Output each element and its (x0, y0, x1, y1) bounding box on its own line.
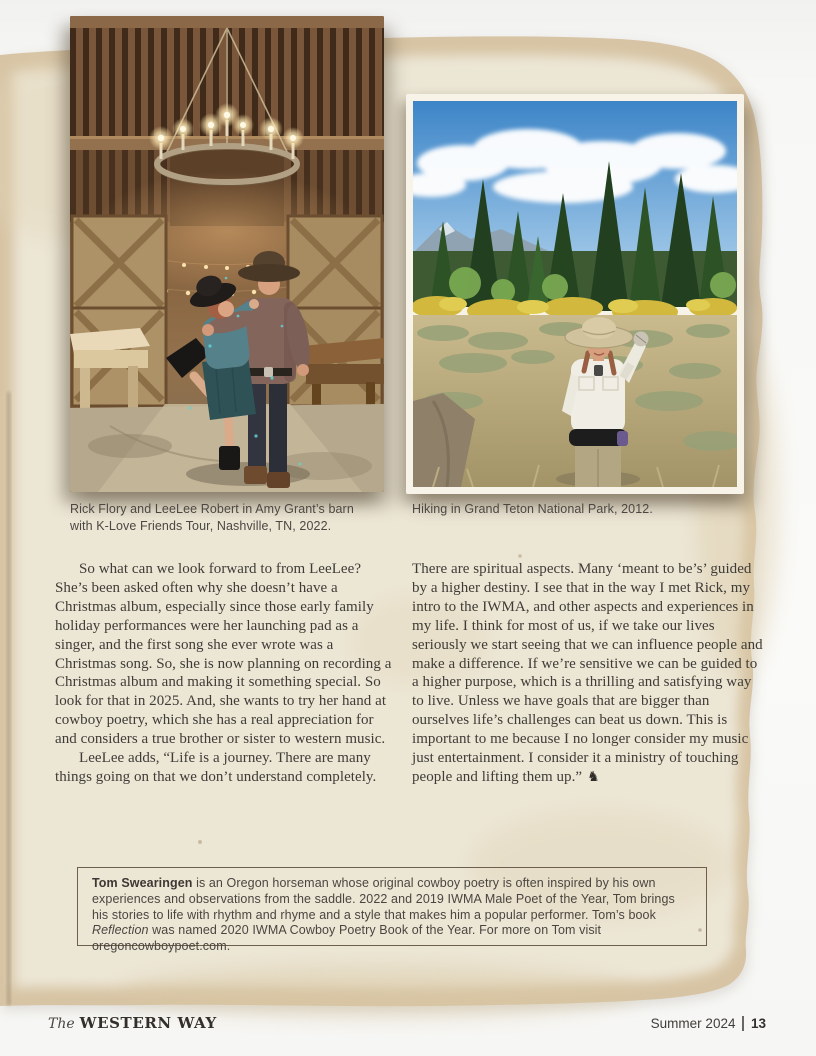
barn-photo-illustration (70, 16, 384, 492)
page-number: 13 (750, 1016, 766, 1031)
book-title: Reflection (92, 923, 149, 938)
bio-text-segment: was named 2020 IWMA Cowboy Poetry Book of the Year. For more on Tom visit oregoncowboypoet.com. (92, 923, 602, 954)
magazine-logo-the: The (48, 1016, 75, 1032)
horse-end-mark-icon: ♞ (587, 768, 600, 785)
paragraph-text: There are spiritual aspects. Many ‘meant to be’s’ guided by a higher destiny. I see that in the way I met Rick, my intro to the IWMA, and other aspects and experiences in my life. I think for most of us, if we take our lives seriously we start seeing that we can influence people and make a difference. If we’re sensitive we can be guided to a higher purpose, which is a thrilling and satisfying way to live. Unless we have goals that are bigger than ourselves life’s challenges can beat us down. This is important to me because I no longer consider my music just entertainment. I consider it a ministry of touching people and lifting them up.” (412, 561, 763, 785)
speck (198, 840, 202, 844)
issue-label: Summer 2024 (650, 1016, 736, 1031)
footer-separator (742, 1016, 744, 1031)
issue-and-page (651, 1015, 766, 1033)
paragraph: LeeLee adds, “Life is a journey. There are many things going on that we don’t understand completely. (55, 750, 377, 785)
article-body (55, 560, 765, 787)
magazine-logo-name: WESTERN WAY (79, 1014, 217, 1032)
page-footer (48, 1014, 766, 1040)
hiking-photo-caption: Hiking in Grand Teton National Park, 2012. (412, 502, 653, 516)
article-column-right (412, 560, 765, 787)
speck (518, 554, 522, 558)
magazine-logo (48, 1014, 217, 1033)
stain (120, 966, 640, 1018)
paragraph (412, 560, 765, 787)
hiking-photo-illustration (413, 101, 737, 487)
article-column-left (55, 560, 396, 787)
paragraph: So what can we look forward to from LeeLee? She’s been asked often why she doesn’t have a Christmas album, especially since those early family holiday performances were her launching pad as a singer, and the first song she ever wrote was a Christmas song. So, she is now planning on recording a Christmas album and making it something special. So look for that in 2025. And, she wants to try her hand at cowboy poetry, which she has a real appreciation for and considers a true brother or sister to western music. (55, 561, 392, 748)
author-bio-box (77, 867, 707, 954)
barn-photo-caption: Rick Flory and LeeLee Robert in Amy Grant’s barn with K-Love Friends Tour, Nashville, TN, 2022. (70, 502, 354, 533)
barn-photo (70, 16, 384, 492)
author-name: Tom Swearingen (92, 876, 193, 890)
bio-text-segment: is an Oregon horseman whose original cowboy poetry is often inspired by his own experiences and observations from the saddle. 2022 and 2019 IWMA Male Poet of the Year, Tom brings his stories to life with rhythm and rhyme and a style that makes him a popular performer. Tom’s book (92, 876, 675, 922)
page-crease (7, 392, 11, 1005)
hiking-photo (406, 94, 744, 494)
bio-text (92, 876, 692, 955)
